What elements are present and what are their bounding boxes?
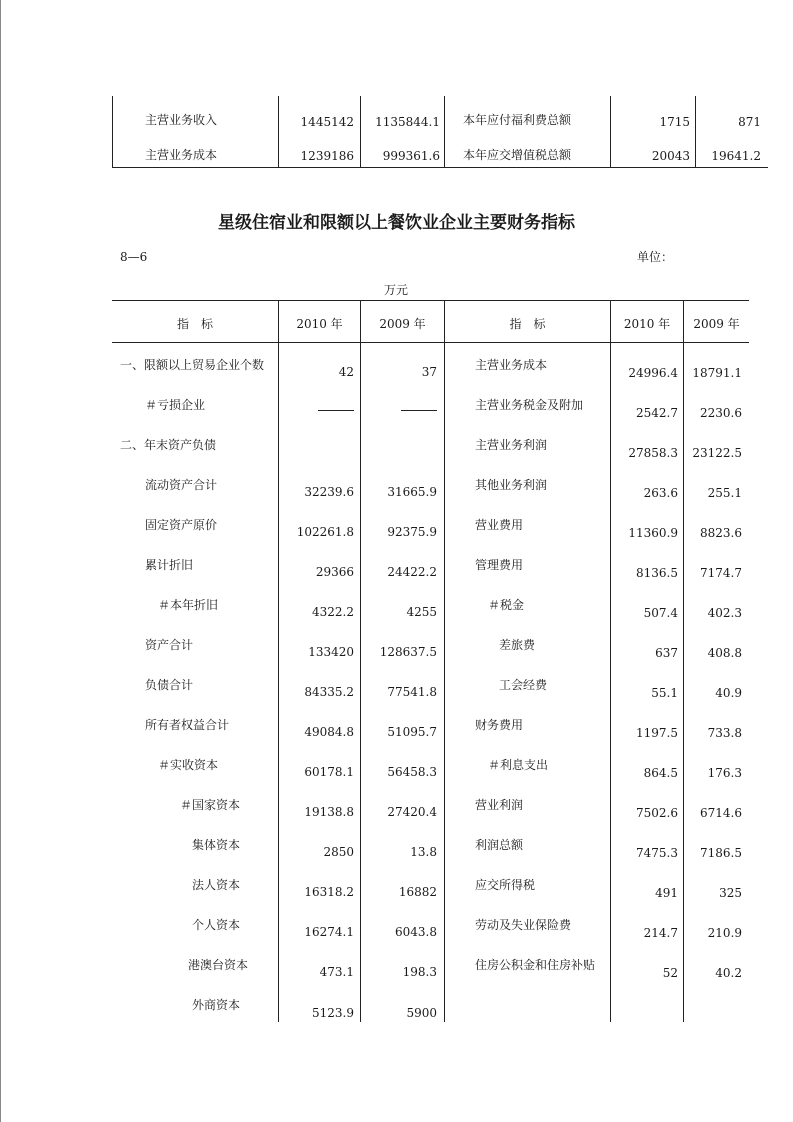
left-row-2010-dash: [318, 410, 354, 411]
header-indicator-right: 指 标: [509, 317, 546, 331]
right-row-2009: 408.8: [707, 646, 742, 660]
top-row-value-2009-right: 871: [738, 115, 761, 129]
right-row-label: 主营业务成本: [475, 358, 548, 372]
left-row-2009: 128637.5: [379, 645, 437, 659]
table-number: 8—6: [120, 250, 148, 264]
left-row-label: 外商资本: [192, 998, 241, 1012]
left-row-2009: 5900: [406, 1006, 437, 1020]
table-border: [610, 300, 611, 1022]
right-row-2010: 11360.9: [628, 526, 678, 540]
left-row-label: 二、年末资产负债: [120, 438, 217, 452]
right-row-label: 工会经费: [499, 678, 548, 692]
left-row-2010: 19138.8: [304, 805, 354, 819]
right-row-2010: 52: [662, 966, 678, 980]
left-row-2010: 49084.8: [304, 725, 354, 739]
right-row-2009: 7174.7: [700, 566, 742, 580]
right-row-2009: 733.8: [707, 726, 742, 740]
left-row-2009: 56458.3: [387, 765, 437, 779]
left-row-2010: 473.1: [319, 965, 354, 979]
right-row-2010: 491: [655, 886, 678, 900]
right-row-label: ＃利息支出: [488, 758, 549, 772]
left-row-label: 资产合计: [145, 638, 194, 652]
right-row-label: 差旅费: [499, 638, 536, 652]
right-row-2010: 24996.4: [628, 366, 678, 380]
right-row-2009: 18791.1: [692, 366, 742, 380]
right-row-2009: 402.3: [707, 606, 742, 620]
right-row-label: 营业利润: [475, 798, 524, 812]
left-row-2010: 133420: [308, 645, 354, 659]
left-row-2009: 24422.2: [387, 565, 437, 579]
left-row-label: ＃国家资本: [180, 798, 241, 812]
table-border: [444, 96, 445, 168]
left-row-2009: 13.8: [410, 845, 437, 859]
right-row-2010: 507.4: [643, 606, 678, 620]
table-border: [112, 96, 113, 168]
right-row-label: 财务费用: [475, 718, 524, 732]
right-row-label: 主营业务利润: [475, 438, 548, 452]
top-row-label-right: 本年应付福利费总额: [463, 113, 572, 127]
right-row-2009: 23122.5: [692, 446, 742, 460]
left-row-2009: 31665.9: [387, 485, 437, 499]
unit-value: 万元: [384, 283, 409, 297]
left-row-2010: 32239.6: [304, 485, 354, 499]
left-row-2009: 51095.7: [387, 725, 437, 739]
table-border: [360, 96, 361, 168]
right-row-2009: 7186.5: [700, 846, 742, 860]
right-row-2009: 40.2: [715, 966, 742, 980]
left-row-label: 法人资本: [192, 878, 241, 892]
left-row-label: 所有者权益合计: [145, 718, 230, 732]
right-row-label: 营业费用: [475, 518, 524, 532]
top-row-label-right: 本年应交增值税总额: [463, 148, 572, 162]
right-row-2010: 1197.5: [636, 726, 678, 740]
right-row-label: 劳动及失业保险费: [475, 918, 572, 932]
left-row-2010: 29366: [315, 565, 354, 579]
left-row-2009: 16882: [398, 885, 437, 899]
right-row-2009: 8823.6: [700, 526, 742, 540]
right-row-label: 管理费用: [475, 558, 524, 572]
left-row-label: 流动资产合计: [145, 478, 218, 492]
table-border: [360, 300, 361, 1022]
right-row-2010: 7475.3: [636, 846, 678, 860]
header-2009-right: 2009 年: [693, 317, 740, 331]
right-row-2009: 2230.6: [700, 406, 742, 420]
left-row-2010: 5123.9: [312, 1006, 354, 1020]
header-2009: 2009 年: [379, 317, 426, 331]
right-row-2009: 210.9: [707, 926, 742, 940]
left-row-label: ＃实收资本: [158, 758, 219, 772]
page-edge: [0, 0, 1, 1122]
left-row-2009: 37: [421, 365, 437, 379]
left-row-label: 固定资产原价: [145, 518, 218, 532]
left-row-label: 港澳台资本: [188, 958, 249, 972]
left-row-2009-dash: [401, 410, 437, 411]
header-indicator: 指 标: [176, 317, 213, 331]
right-row-2009: 325: [719, 886, 742, 900]
left-row-2009: 77541.8: [387, 685, 437, 699]
table-top-rule: [112, 300, 749, 301]
left-row-2009: 4255: [406, 605, 437, 619]
top-row-value-2009-right: 19641.2: [711, 149, 761, 163]
right-row-2009: 255.1: [707, 486, 742, 500]
top-row-label: 主营业务收入: [145, 113, 218, 127]
top-row-value-2010: 1445142: [300, 115, 354, 129]
right-row-label: 住房公积金和住房补贴: [475, 958, 596, 972]
table-border: [278, 300, 279, 1022]
table-border: [610, 96, 611, 168]
right-row-2009: 40.9: [715, 686, 742, 700]
page-title: 星级住宿业和限额以上餐饮业企业主要财务指标: [218, 213, 575, 233]
table-header-rule: [112, 342, 749, 343]
right-row-2010: 864.5: [643, 766, 678, 780]
left-row-2009: 198.3: [402, 965, 437, 979]
left-row-label: 负债合计: [145, 678, 194, 692]
left-row-label: 集体资本: [192, 838, 241, 852]
left-row-2009: 92375.9: [387, 525, 437, 539]
left-row-label: ＃亏损企业: [145, 398, 206, 412]
right-row-2010: 263.6: [643, 486, 678, 500]
table-border: [278, 96, 279, 168]
left-row-2010: 42: [338, 365, 354, 379]
top-row-value-2010: 1239186: [300, 149, 354, 163]
unit-label: 单位：: [637, 250, 674, 264]
left-row-2009: 6043.8: [395, 925, 437, 939]
top-row-value-2010-right: 1715: [659, 115, 690, 129]
right-row-2010: 8136.5: [636, 566, 678, 580]
left-row-2009: 27420.4: [387, 805, 437, 819]
top-row-value-2009: 999361.6: [382, 149, 440, 163]
right-row-2010: 637: [655, 646, 678, 660]
header-2010: 2010 年: [296, 317, 343, 331]
table-border: [695, 96, 696, 168]
right-row-2010: 7502.6: [636, 806, 678, 820]
left-row-2010: 60178.1: [304, 765, 354, 779]
left-row-2010: 2850: [323, 845, 354, 859]
left-row-2010: 16274.1: [304, 925, 354, 939]
left-row-2010: 84335.2: [304, 685, 354, 699]
left-row-label: 一、限额以上贸易企业个数: [120, 358, 265, 372]
left-row-label: ＃本年折旧: [158, 598, 219, 612]
top-row-label: 主营业务成本: [145, 148, 218, 162]
right-row-2010: 55.1: [651, 686, 678, 700]
left-row-label: 个人资本: [192, 918, 241, 932]
right-row-2010: 214.7: [643, 926, 678, 940]
top-row-value-2010-right: 20043: [651, 149, 690, 163]
right-row-label: 主营业务税金及附加: [475, 398, 584, 412]
top-row-value-2009: 1135844.1: [375, 115, 440, 129]
left-row-2010: 102261.8: [296, 525, 354, 539]
right-row-label: 其他业务利润: [475, 478, 548, 492]
left-row-label: 累计折旧: [145, 558, 194, 572]
header-2010-right: 2010 年: [623, 317, 671, 331]
table-border: [444, 300, 445, 1022]
right-row-label: ＃税金: [488, 598, 525, 612]
right-row-label: 应交所得税: [475, 878, 536, 892]
table-border: [112, 167, 768, 168]
right-row-2009: 176.3: [707, 766, 742, 780]
table-border: [683, 300, 684, 1022]
left-row-2010: 16318.2: [304, 885, 354, 899]
right-row-2010: 2542.7: [636, 406, 678, 420]
right-row-2009: 6714.6: [700, 806, 742, 820]
right-row-label: 利润总额: [475, 838, 524, 852]
left-row-2010: 4322.2: [312, 605, 354, 619]
right-row-2010: 27858.3: [628, 446, 678, 460]
